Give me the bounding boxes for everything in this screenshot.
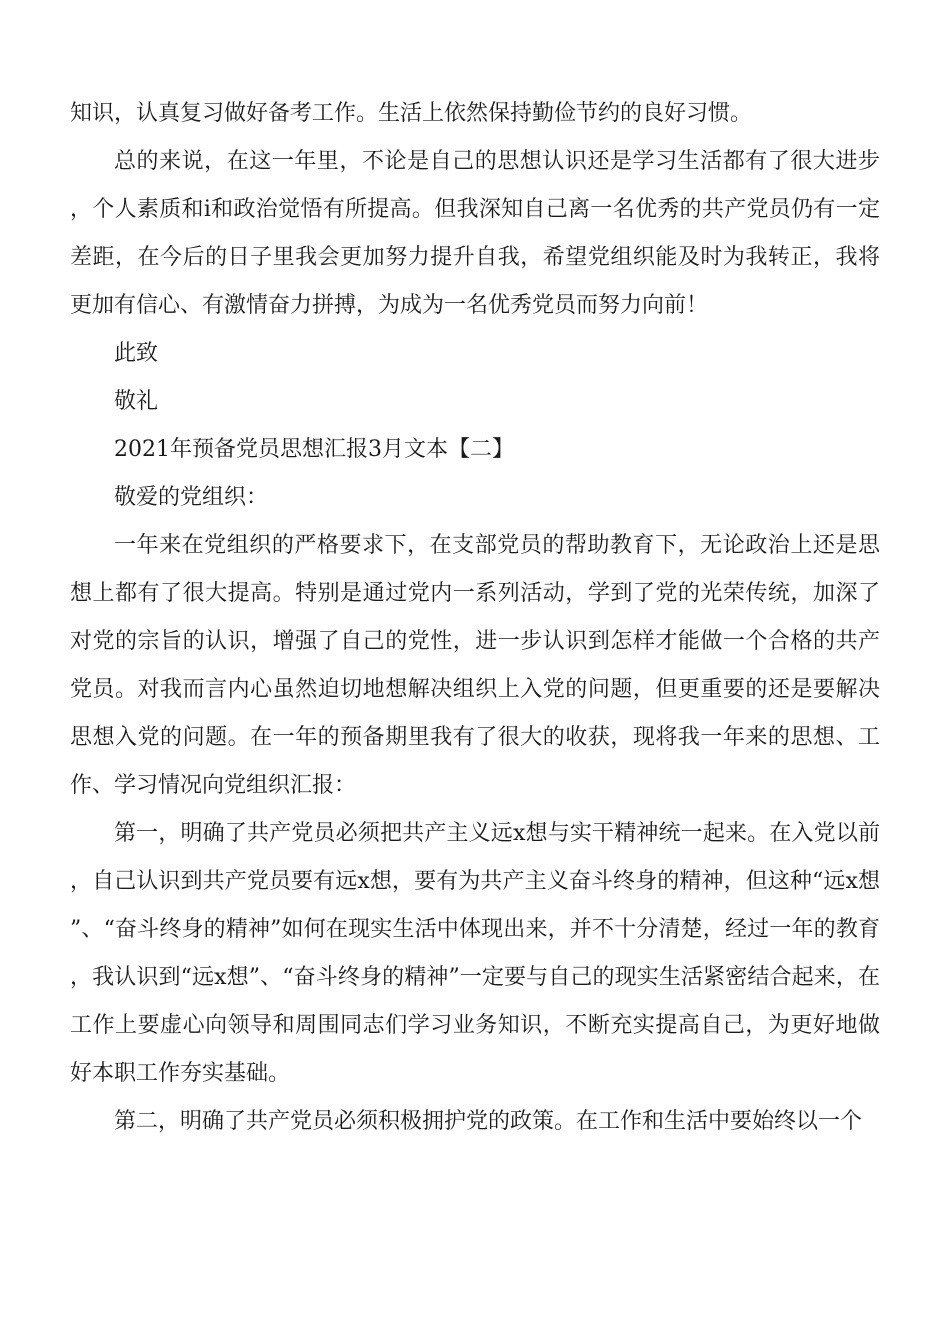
paragraph-point-one: 第一，明确了共产党员必须把共产主义远x想与实干精神统一起来。在入党以前，自己认识到共产党员要有远x想，要有为共产主义奋斗终身的精神，但这种“远x想”、“奋斗终身的精神”如何在现实生活中体现出来，并不十分清楚，经过一年的教育，我认识到“远x想”、“奋斗终身的精神”一定要与自己的现实生活紧密结合起来，在工作上要虚心向领导和周围同志们学习业务知识，不断充实提高自己，为更好地做好本职工作夯实基础。 <box>70 821 880 1086</box>
greeting: 敬爱的党组织： <box>114 485 269 510</box>
paragraph-continuation: 知识，认真复习做好备考工作。生活上依然保持勤俭节约的良好习惯。 <box>70 101 753 126</box>
paragraph-intro: 一年来在党组织的严格要求下，在支部党员的帮助教育下，无论政治上还是思想上都有了很大提高。特别是通过党内一系列活动，学到了党的光荣传统，加深了对党的宗旨的认识，增强了自己的党性，进一步认识到怎样才能做一个合格的共产党员。对我而言内心虽然迫切地想解决组织上入党的问题，但更重要的还是要解决思想入党的问题。在一年的预备期里我有了很大的收获，现将我一年来的思想、工作、学习情况向党组织汇报： <box>70 533 880 798</box>
section-heading: 2021年预备党员思想汇报3月文本【二】 <box>114 437 514 462</box>
closing-salutation: 此致 <box>114 341 159 366</box>
paragraph-summary: 总的来说，在这一年里，不论是自己的思想认识还是学习生活都有了很大进步，个人素质和i和政治觉悟有所提高。但我深知自己离一名优秀的共产党员仍有一定差距，在今后的日子里我会更加努力提升自我，希望党组织能及时为我转正，我将更加有信心、有激情奋力拼搏，为成为一名优秀党员而努力向前！ <box>70 149 880 318</box>
closing-regards: 敬礼 <box>114 389 159 414</box>
paragraph-point-two: 第二，明确了共产党员必须积极拥护党的政策。在工作和生活中要始终以一个 <box>114 1109 863 1134</box>
